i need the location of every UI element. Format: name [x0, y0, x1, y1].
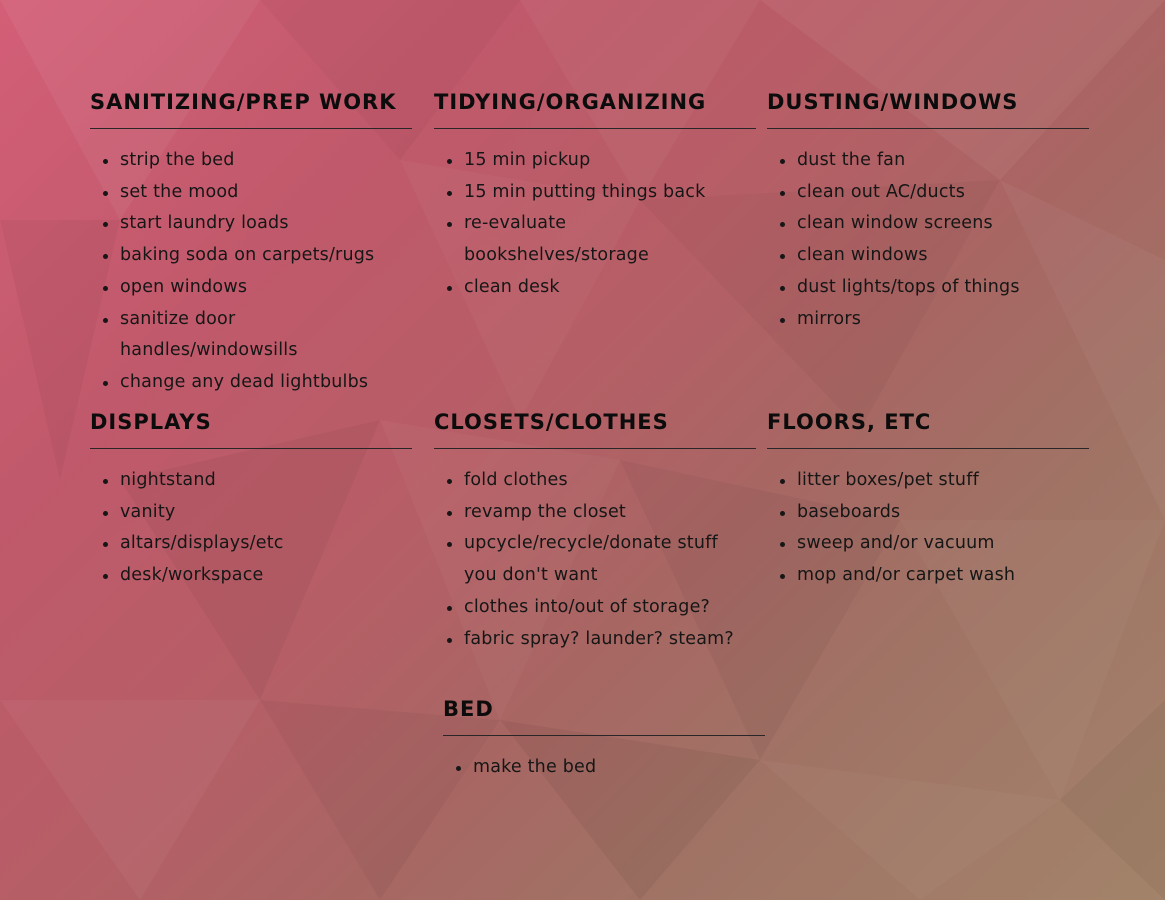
section-sanitizing	[90, 90, 412, 399]
list-item: clean out AC/ducts	[767, 177, 1089, 209]
section-title: DISPLAYS	[90, 410, 212, 434]
section-title: TIDYING/ORGANIZING	[434, 90, 707, 114]
list-item: start laundry loads	[90, 208, 412, 240]
section-closets	[434, 410, 756, 655]
list-item: mirrors	[767, 304, 1089, 336]
list-item: vanity	[90, 497, 412, 529]
list-item: sweep and/or vacuum	[767, 528, 1089, 560]
list-item: nightstand	[90, 465, 412, 497]
divider	[767, 448, 1089, 449]
list-item: make the bed	[443, 752, 765, 784]
section-title: CLOSETS/CLOTHES	[434, 410, 669, 434]
checklist	[767, 465, 1089, 592]
list-item: clean window screens	[767, 208, 1089, 240]
checklist	[767, 145, 1089, 335]
list-item: upcycle/recycle/donate stuff you don't want	[434, 528, 756, 591]
checklist	[443, 752, 765, 784]
section-title: SANITIZING/PREP WORK	[90, 90, 397, 114]
divider	[443, 735, 765, 736]
list-item: baseboards	[767, 497, 1089, 529]
list-item: baking soda on carpets/rugs	[90, 240, 412, 272]
section-dusting	[767, 90, 1089, 335]
section-floors	[767, 410, 1089, 592]
list-item: change any dead lightbulbs	[90, 367, 412, 399]
list-item: altars/displays/etc	[90, 528, 412, 560]
section-bed	[443, 697, 765, 784]
list-item: strip the bed	[90, 145, 412, 177]
list-item: open windows	[90, 272, 412, 304]
checklist	[90, 145, 412, 399]
list-item: 15 min pickup	[434, 145, 756, 177]
section-tidying	[434, 90, 756, 304]
checklist	[434, 145, 756, 304]
section-displays	[90, 410, 412, 592]
list-item: desk/workspace	[90, 560, 412, 592]
list-item: dust lights/tops of things	[767, 272, 1089, 304]
list-item: mop and/or carpet wash	[767, 560, 1089, 592]
divider	[90, 128, 412, 129]
list-item: clothes into/out of storage?	[434, 592, 756, 624]
list-item: dust the fan	[767, 145, 1089, 177]
checklist	[90, 465, 412, 592]
list-item: litter boxes/pet stuff	[767, 465, 1089, 497]
list-item: fabric spray? launder? steam?	[434, 624, 756, 656]
list-item: clean windows	[767, 240, 1089, 272]
checklist	[434, 465, 756, 655]
section-title: DUSTING/WINDOWS	[767, 90, 1019, 114]
divider	[434, 448, 756, 449]
divider	[90, 448, 412, 449]
list-item: clean desk	[434, 272, 756, 304]
divider	[434, 128, 756, 129]
list-item: revamp the closet	[434, 497, 756, 529]
divider	[767, 128, 1089, 129]
list-item: 15 min putting things back	[434, 177, 756, 209]
list-item: re-evaluate bookshelves/storage	[434, 208, 756, 271]
list-item: fold clothes	[434, 465, 756, 497]
section-title: FLOORS, ETC	[767, 410, 932, 434]
section-title: BED	[443, 697, 494, 721]
list-item: sanitize door handles/windowsills	[90, 304, 412, 367]
list-item: set the mood	[90, 177, 412, 209]
